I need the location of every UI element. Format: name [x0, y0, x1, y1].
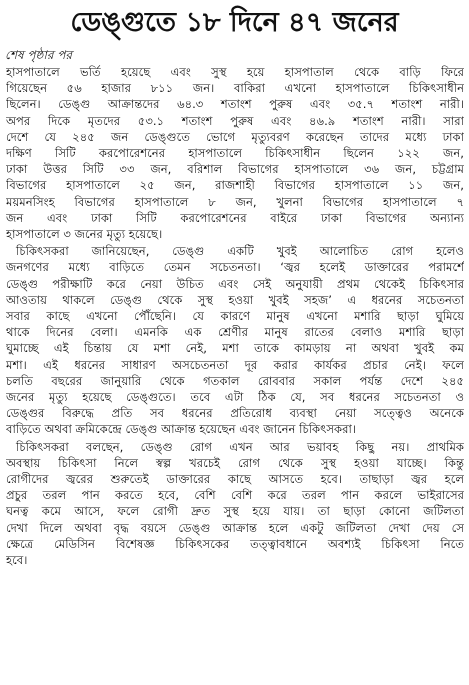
paragraph-line: জনগণের মধ্যে বাড়িতে তেমন সচেতনতা। ‘জ্বর হলেই ডাক্তারের পরামর্শে: [6, 260, 464, 275]
paragraph-line: গিয়েছেন ৫৬ হাজার ৮১১ জন। বাকিরা এখনো হাসপাতালে চিকিৎসাধীন: [6, 81, 464, 96]
paragraph-line: জন এবং ঢাকা সিটি করপোরেশনের বাইরে ঢাকা বিভাগের অন্যান্য: [6, 210, 464, 225]
paragraph-line: দেখা দিলে অথবা বৃদ্ধ বয়সে ডেঙ্গু আক্রান্ত হলে একটু জটিলতা দেখা দেয় সে: [6, 520, 464, 535]
paragraph-line: দক্ষিণ সিটি করপোরেশনের হাসপাতালে চিকিৎসাধীন ছিলেন ১২২ জন,: [6, 146, 464, 161]
paragraph-line: থাকে দিনের বেলা। এমনকি এক শ্রেণীর মানুষ রাতের বেলাও মশারি ছাড়া: [6, 325, 464, 340]
paragraph-line: ডেঙ্গু পরীক্ষাটি করে নেয়া উচিত এবং সেই অনুযায়ী প্রথম থেকেই চিকিৎসার: [6, 276, 464, 291]
paragraph-line: প্রচুর তরল পান করতে হবে, বেশি বেশি করে তরল পান করলে ভাইরাসের: [6, 488, 464, 503]
paragraph-line: হাসপাতালে ৩ জনের মৃত্যু হয়েছে।: [6, 227, 163, 242]
article-paragraph: [6, 439, 464, 569]
continuation-label: শেষ পৃষ্ঠার পর: [5, 48, 73, 62]
paragraph-line: আওতায় থাকলে ডেঙ্গু থেকে সুস্থ হওয়া খুবই সহজ’ এ ধরনের সচেতনতা: [6, 292, 464, 307]
paragraph-line: দেশে যে ২৪৫ জন ডেঙ্গুতে ভোগে মৃত্যুবরণ করেছেন তাদের মধ্যে ঢাকা: [6, 129, 464, 144]
paragraph-line: চলতি বছরের জানুয়ারি থেকে গতকাল রোববার সকাল পর্যন্ত দেশে ২৪৫: [6, 373, 464, 388]
paragraph-line: ঢাকা উত্তর সিটি ৩৩ জন, বরিশাল বিভাগের হাসপাতালে ৩৬ জন, চট্টগ্রাম: [6, 162, 464, 177]
paragraph-line: ছিলেন। ডেঙ্গু আক্রান্তদের ৬৪.৩ শতাংশ পুরুষ এবং ৩৫.৭ শতাংশ নারী।: [6, 97, 464, 112]
paragraph-line: বিভাগের হাসপাতালে ২৫ জন, রাজশাহী বিভাগের হাসপাতালে ১১ জন,: [6, 178, 464, 193]
paragraph-line: মশা। এই ধরনের সাধারণ অসচেতনতা দূর করার কার্যকর প্রচার নেই। ফলে: [6, 357, 464, 372]
paragraph-line: অবস্থায় চিকিৎসা নিলে স্বল্প খরচেই রোগ থেকে সুস্থ হওয়া যাচ্ছে। কিন্তু: [6, 455, 464, 470]
paragraph-line: হাসপাতালে ভর্তি হয়েছে এবং সুস্থ হয়ে হাসপাতাল থেকে বাড়ি ফিরে: [6, 65, 464, 79]
paragraph-line: ক্ষেত্রে মেডিসিন বিশেষজ্ঞ চিকিৎসকের তত্ত্বাবধানে অবশ্যই চিকিৎসা নিতে: [6, 536, 464, 551]
article-paragraph: [6, 64, 464, 242]
paragraph-line: সবার কাছে এখনো পৌঁছেনি। যে কারণে মানুষ এখনো মশারি ছাড়া ঘুমিয়ে: [6, 309, 464, 324]
headline: ডেঙ্গুতে ১৮ দিনে ৪৭ জনের: [70, 7, 399, 38]
paragraph-line: বাড়িতে অথবা ক্রমিকেন্দ্রে ডেঙ্গু আক্রান্ত হয়েছেন এবং জানেন চিকিৎসকরা।: [6, 422, 356, 437]
paragraph-line: ডেঙ্গুর বিরুদ্ধে প্রতি সব ধরনের প্রতিরোধ ব্যবস্থা নেয়া সত্ত্বেও অনেকে: [6, 406, 464, 421]
paragraph-line: জনের মৃত্যু হয়েছে ডেঙ্গুতে। তবে এটা ঠিক যে, সব ধরনের সচেতনতা ও: [6, 390, 464, 405]
paragraph-line: হবে।: [6, 553, 28, 568]
paragraph-line: চিকিৎসকরা বলছেন, ডেঙ্গু রোগ এখন আর ভয়াবহ কিছু নয়। প্রাথমিক: [16, 439, 464, 454]
paragraph-line: ঘনত্ব কমে আসে, ফলে রোগী দ্রুত সুস্থ হয়ে যায়। তা ছাড়া কোনো জটিলতা: [6, 504, 464, 519]
paragraph-line: অপর দিকে মৃতদের ৫৩.১ শতাংশ পুরুষ এবং ৪৬.৯ শতাংশ নারী। সারা: [6, 113, 464, 128]
article-paragraph: [6, 243, 464, 437]
paragraph-line: চিকিৎসকরা জানিয়েছেন, ডেঙ্গু একটি খুবই আলোচিত রোগ হলেও: [16, 244, 464, 259]
paragraph-line: ময়মনসিংহ বিভাগের হাসপাতালে ৮ জন, খুলনা বিভাগের হাসপাতালে ৭: [6, 194, 464, 209]
paragraph-line: রোগীদের জ্বরের শুরুতেই ডাক্তারের কাছে আসতে হবে। তাছাড়া জ্বর হলে: [6, 472, 464, 487]
paragraph-line: ঘুমাচ্ছে এই চিন্তায় যে মশা নেই, মশা তাকে কামড়ায় না অথবা খুবই কম: [6, 341, 464, 356]
article-body: [6, 64, 464, 569]
